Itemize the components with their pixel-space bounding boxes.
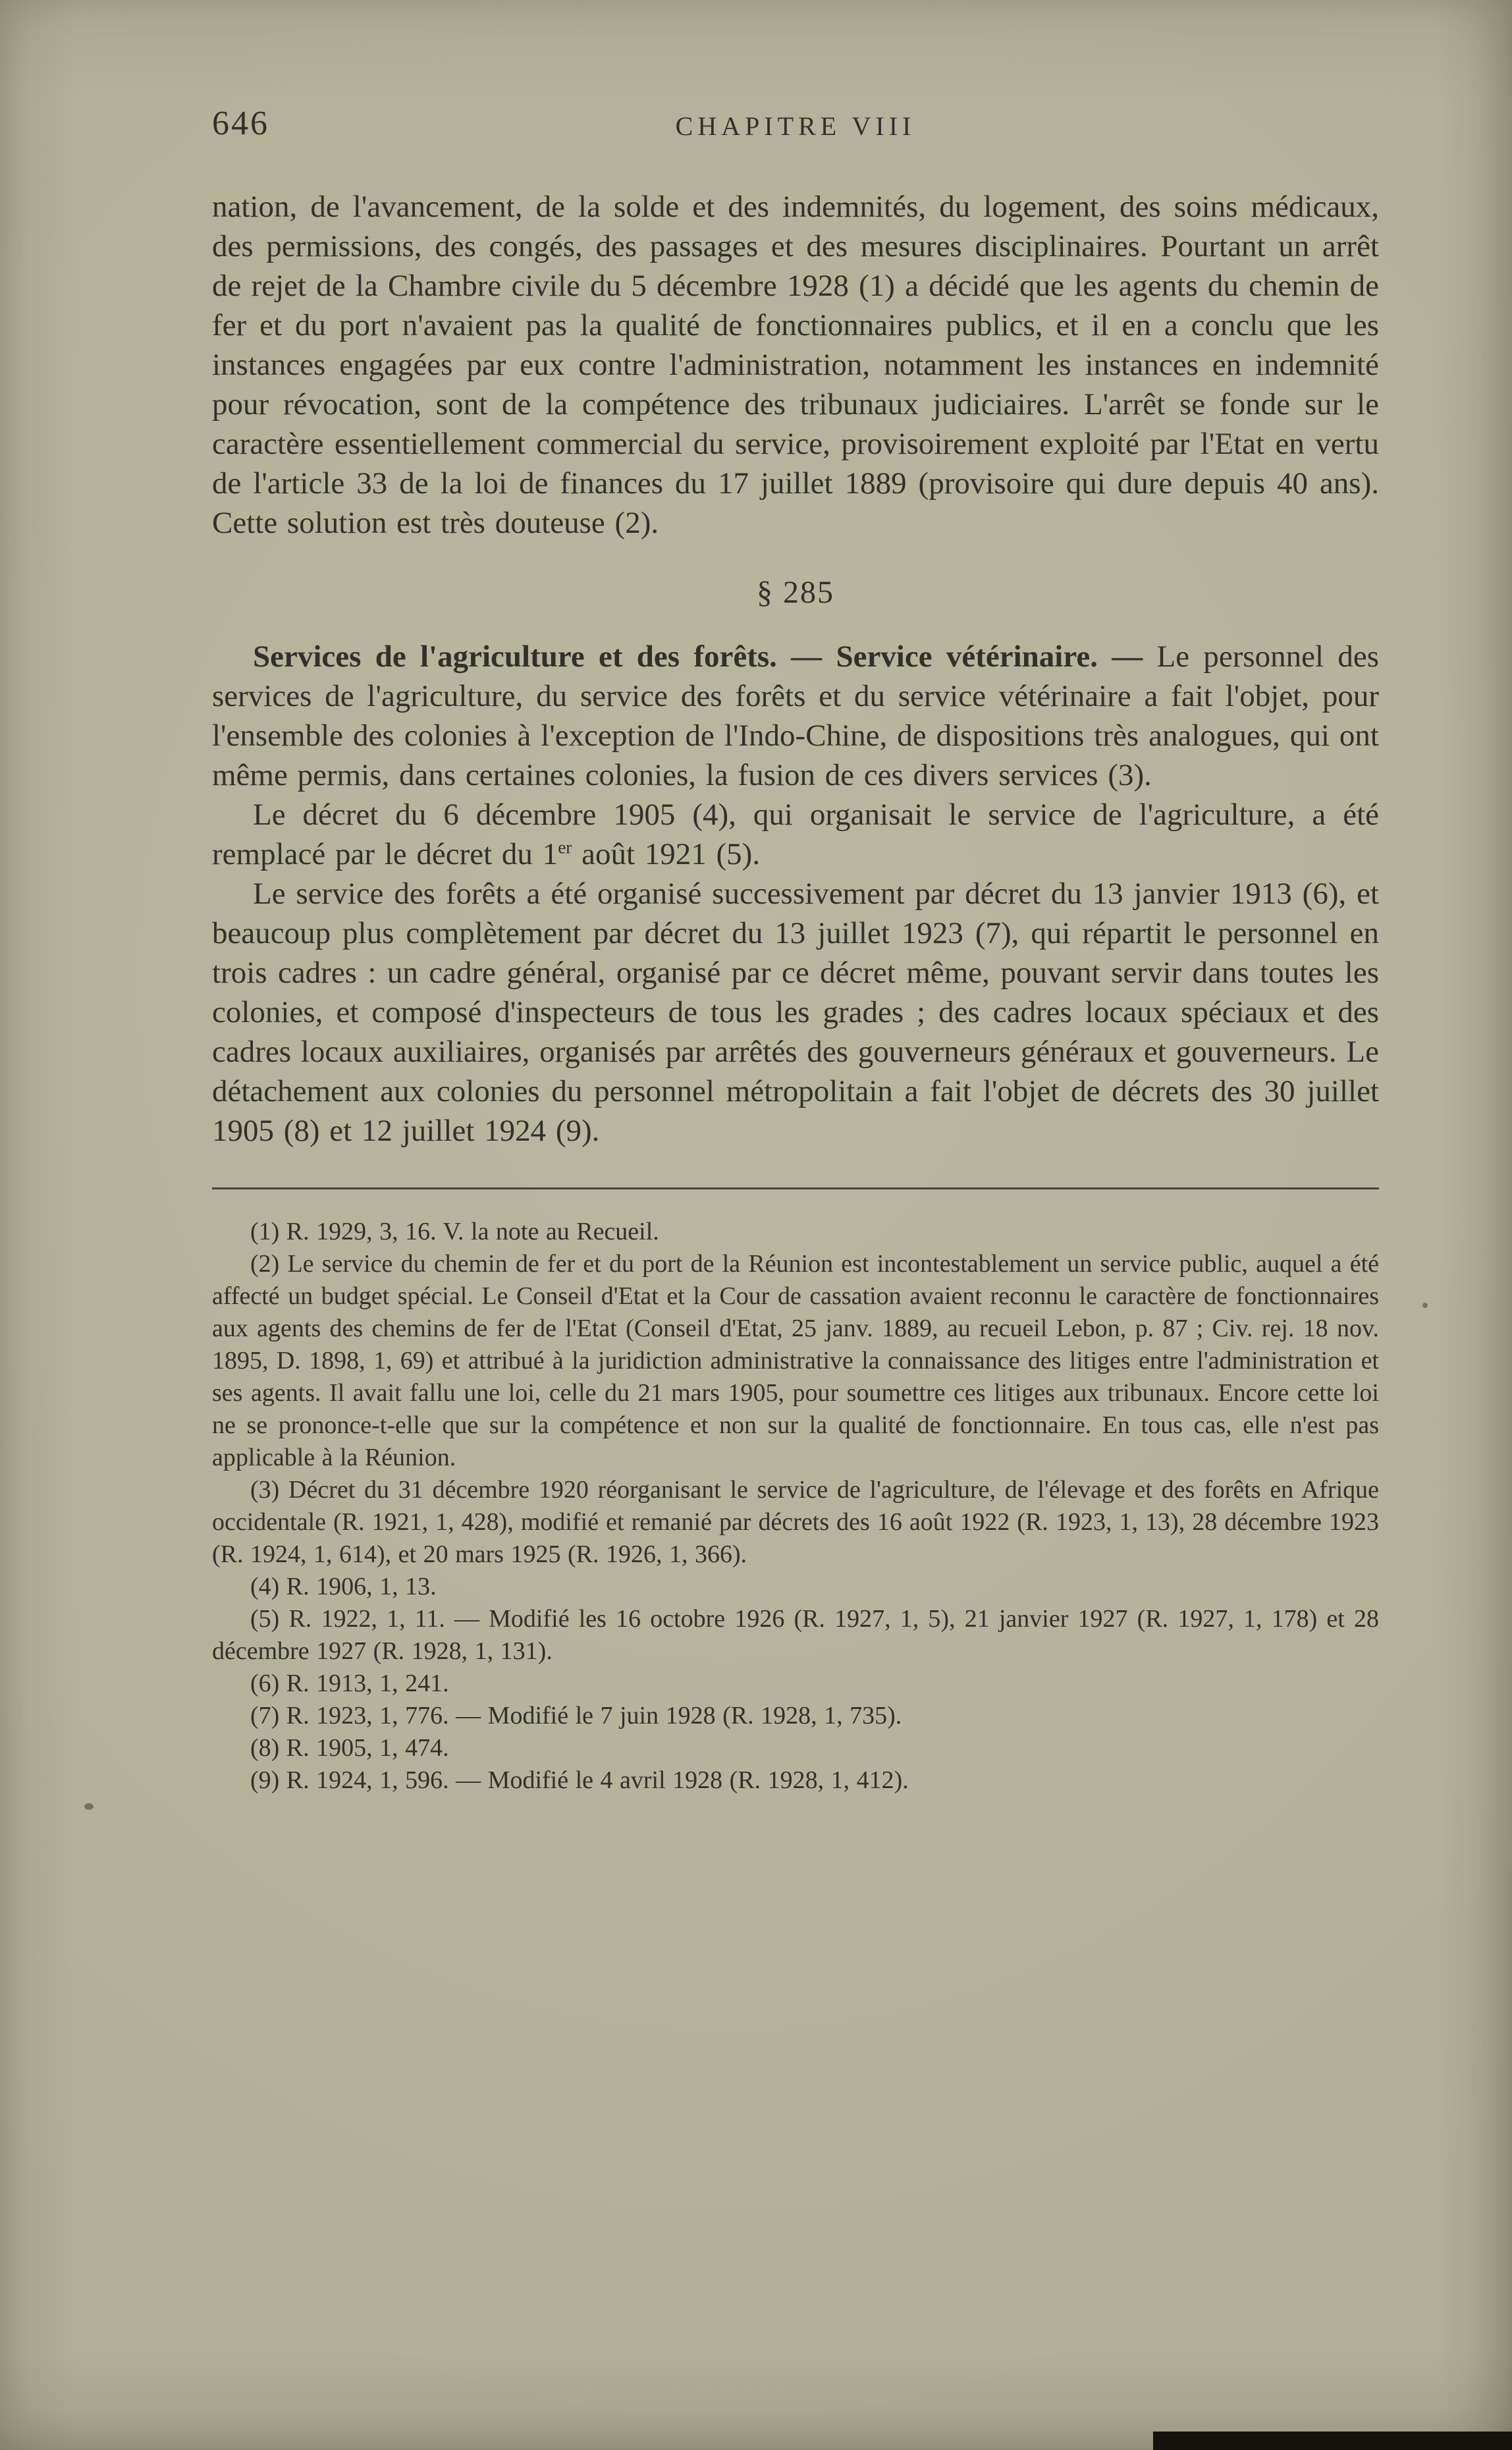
footnote: (9) R. 1924, 1, 596. — Modifié le 4 avril 1928 (R. 1928, 1, 412). — [250, 1766, 909, 1794]
chapter-title: CHAPITRE VIII — [675, 111, 916, 141]
page-number: 646 — [212, 105, 269, 142]
paragraph: nation, de l'avancement, de la solde et des indemnités, du logement, des soins médicaux, des permissions, des congés, des passages et des mesures disciplinaires. Pourtant un arrêt de rejet de la Chambre civile du 5 décembre 1928 (1) a décidé que les agents du chemin de fer et du port n'avaient pas la qualité de fonctionnaires publics, et il en a conclu que les instances engagées par eux contre l'administration, notamment les instances en indemnité pour révocation, sont de la compétence des tribunaux judiciaires. L'arrêt se fonde sur le caractère essentiellement commercial du service, provisoirement exploité par l'Etat en vertu de l'article 33 de la loi de finances du 17 juillet 1889 (provisoire qui dure depuis 40 ans). Cette solution est très douteuse (2). — [212, 190, 1379, 540]
scan-speck — [84, 1803, 94, 1810]
paragraph-text: août 1921 (5). — [572, 837, 761, 871]
paragraph: Le service des forêts a été organisé successivement par décret du 13 janvier 1913 (6), et beaucoup plus complètement par décret du 13 juillet 1923 (7), qui répartit le personnel en trois cadres : un cadre général, organisé par ce décret même, pouvant servir dans toutes les colonies, et composé d'inspecteurs de tous les grades ; des cadres locaux spéciaux et des cadres locaux auxiliaires, organisés par arrêtés des gouverneurs généraux et gouverneurs. Le détachement aux colonies du personnel métropolitain a fait l'objet de décrets des 30 juillet 1905 (8) et 12 juillet 1924 (9). — [212, 877, 1379, 1148]
section-heading: § 285 — [757, 575, 834, 610]
body-text — [212, 187, 1379, 1151]
paragraph-text: Le personnel des services de l'agriculture, du service des forêts et du service vétérinaire a fait l'objet, pour l'ensemble des colonies à l'exception de l'Indo-Chine, de dispositions très analogues, qui ont même permis, dans certaines colonies, la fusion de ces divers services (3). — [212, 640, 1379, 792]
footnote: (4) R. 1906, 1, 13. — [250, 1573, 437, 1600]
footnote: (8) R. 1905, 1, 474. — [250, 1734, 449, 1762]
footnote: (1) R. 1929, 3, 16. V. la note au Recueil. — [250, 1218, 659, 1245]
footnote: (6) R. 1913, 1, 241. — [250, 1670, 449, 1697]
paragraph — [212, 795, 1379, 874]
footnote-separator — [212, 1187, 1379, 1189]
paragraph — [212, 637, 1379, 795]
page-header — [212, 104, 1379, 150]
paragraph-lead-bold: Services de l'agriculture et des forêts. — Service vétérinaire. — — [253, 640, 1143, 674]
scan-speck — [1422, 1303, 1428, 1308]
text-block — [212, 104, 1379, 1797]
footnotes — [212, 1216, 1379, 1797]
paragraph-text: Le décret du 6 décembre 1905 (4), qui organisait le service de l'agriculture, a été remplacé par le décret du 1 — [212, 798, 1379, 871]
footnote: (5) R. 1922, 1, 11. — Modifié les 16 octobre 1926 (R. 1927, 1, 5), 21 janvier 1927 (R. 1927, 1, 178) et 28 décembre 1927 (R. 1928, 1, 131). — [212, 1605, 1379, 1665]
scan-artifact-bar — [1153, 2432, 1512, 2450]
footnote: (2) Le service du chemin de fer et du port de la Réunion est incontestablement un service public, auquel a été affecté un budget spécial. Le Conseil d'Etat et la Cour de cassation avaient reconnu le caractère de fonctionnaires aux agents des chemins de fer de l'Etat (Conseil d'Etat, 25 janv. 1889, au recueil Lebon, p. 87 ; Civ. rej. 18 nov. 1895, D. 1898, 1, 69) et attribué à la juridiction administrative la connaissance des litiges entre l'administration et ses agents. Il avait fallu une loi, celle du 21 mars 1905, pour soumettre ces litiges aux tribunaux. Encore cette loi ne se prononce-t-elle que sur la compétence et non sur la qualité de fonctionnaire. En tous cas, elle n'est pas applicable à la Réunion. — [212, 1250, 1379, 1471]
footnote: (7) R. 1923, 1, 776. — Modifié le 7 juin 1928 (R. 1928, 1, 735). — [250, 1702, 902, 1729]
footnote: (3) Décret du 31 décembre 1920 réorganisant le service de l'agriculture, de l'élevage et des forêts en Afrique occidentale (R. 1921, 1, 428), modifié et remanié par décrets des 16 août 1922 (R. 1923, 1, 13), 28 décembre 1923 (R. 1924, 1, 614), et 20 mars 1925 (R. 1926, 1, 366). — [212, 1476, 1379, 1568]
ordinal-superscript: er — [558, 837, 572, 858]
